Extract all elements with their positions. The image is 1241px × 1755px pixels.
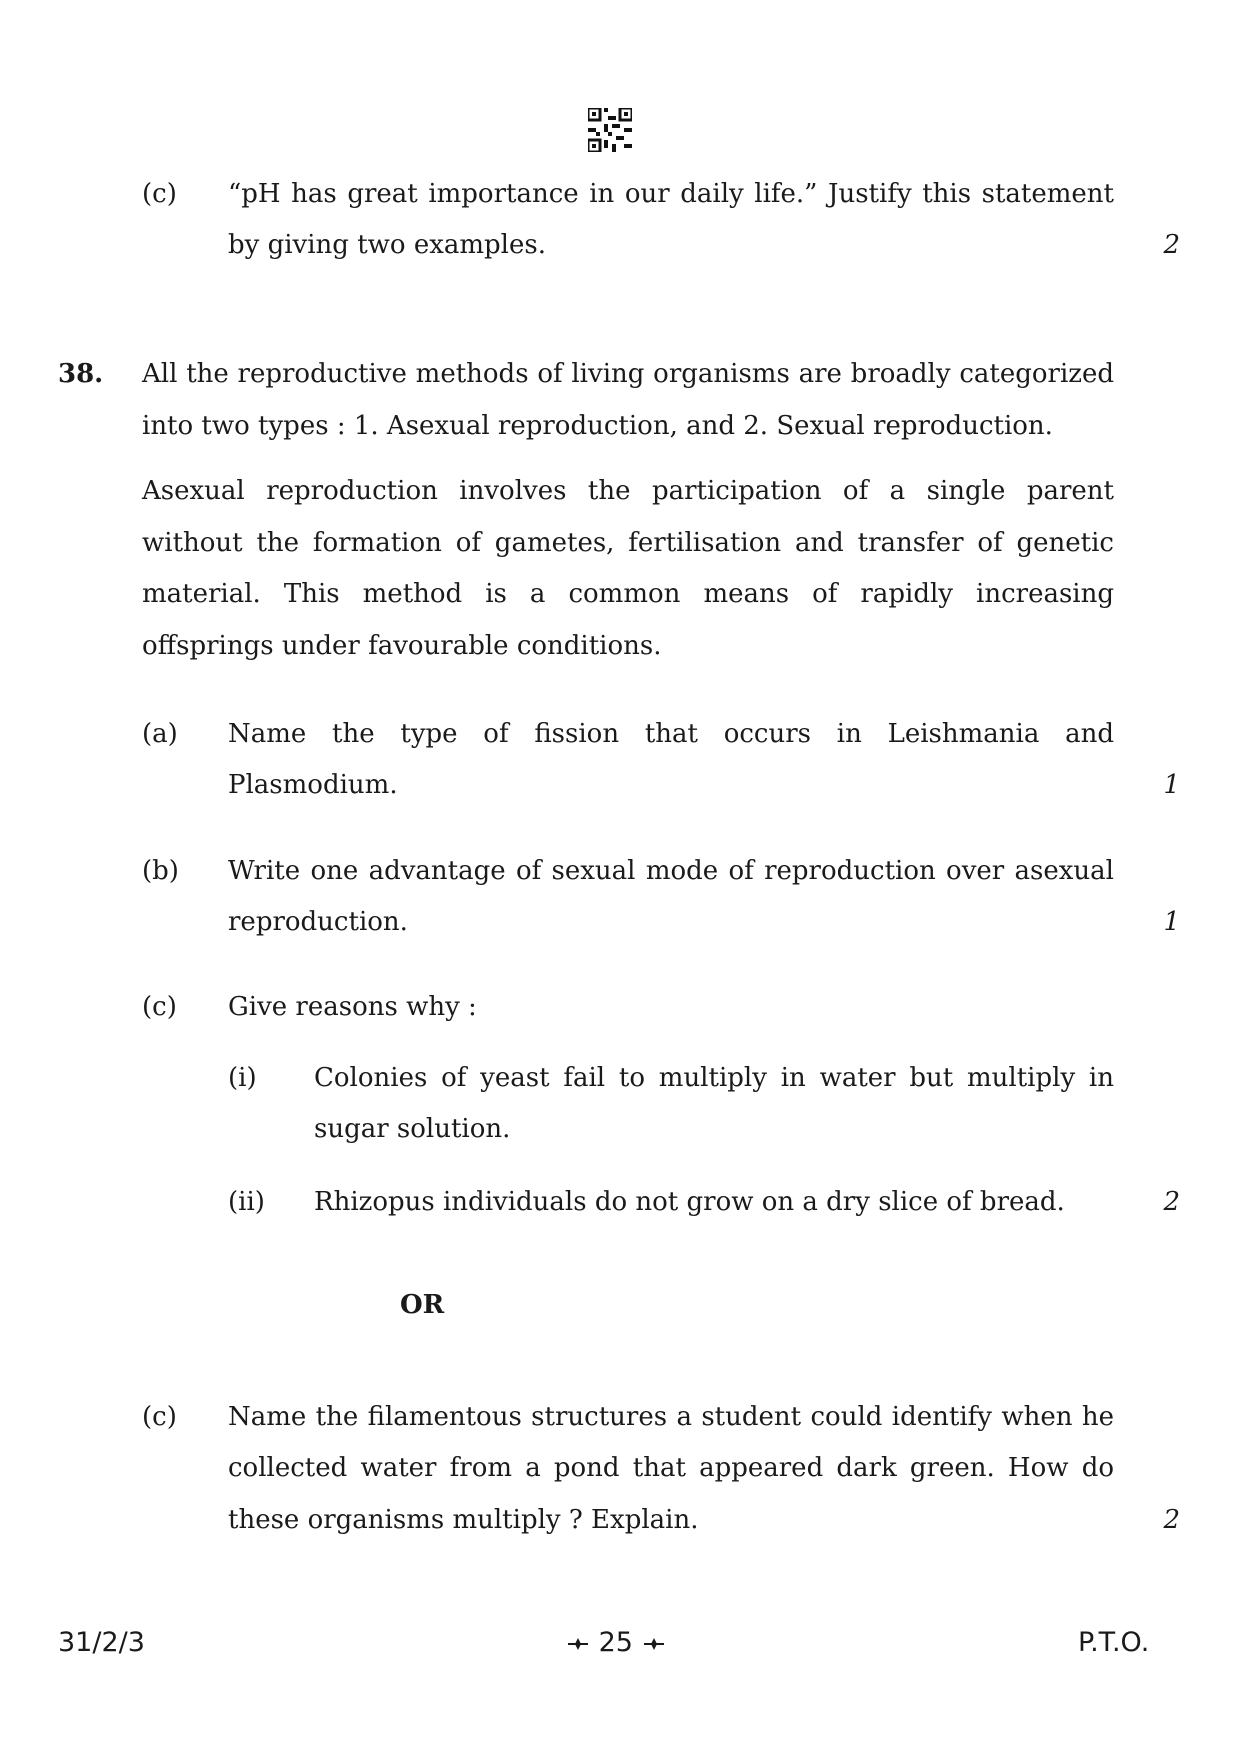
q38b-label: (b) [142,856,179,886]
q37c-marks: 2 [1163,230,1180,260]
page-number-text: 25 [598,1627,633,1658]
pto-label: P.T.O. [1078,1627,1150,1658]
q37c-line2: by giving two examples. [228,230,546,260]
q38-para-line2: without the formation of gametes, fertilisation and transfer of genetic [142,528,1114,558]
q38a-line2: Plasmodium. [228,770,398,800]
q38b-marks: 1 [1163,907,1180,937]
ornament-left-icon [566,1637,590,1651]
q38b-line1: Write one advantage of sexual mode of reproduction over asexual [228,856,1114,886]
q38c-alt-line1: Name the filamentous structures a student could identify when he [228,1402,1114,1432]
qr-code-icon [588,108,632,152]
or-divider: OR [400,1290,445,1320]
q38c-i-line1: Colonies of yeast fail to multiply in water but multiply in [314,1063,1114,1093]
q38-para-line1: Asexual reproduction involves the participation of a single parent [142,476,1114,506]
q38a-line1: Name the type of fission that occurs in Leishmania and [228,719,1114,749]
q38c-ii-label: (ii) [228,1187,265,1217]
q38c-label: (c) [142,992,177,1022]
q38c-text: Give reasons why : [228,992,477,1022]
q38c-i-label: (i) [228,1063,257,1093]
q38-number: 38. [58,359,104,389]
q38-intro-line1: All the reproductive methods of living organisms are broadly categorized [142,359,1114,389]
q38c-i-line2: sugar solution. [314,1114,511,1144]
ornament-right-icon [642,1637,666,1651]
q37c-label: (c) [142,179,177,209]
q38a-marks: 1 [1163,770,1180,800]
q38-para-line4: offsprings under favourable conditions. [142,631,662,661]
q37c-line1: “pH has great importance in our daily life.” Justify this statement [228,179,1114,209]
paper-code: 31/2/3 [58,1627,145,1658]
q38c-alt-line3: these organisms multiply ? Explain. [228,1505,699,1535]
q38c-marks: 2 [1163,1187,1180,1217]
q38a-label: (a) [142,719,178,749]
q38c-alt-marks: 2 [1163,1505,1180,1535]
q38c-ii-line1: Rhizopus individuals do not grow on a dry slice of bread. [314,1187,1065,1217]
page-number [566,1627,666,1659]
q38c-alt-line2: collected water from a pond that appeared dark green. How do [228,1453,1114,1483]
q38c-alt-label: (c) [142,1402,177,1432]
q38b-line2: reproduction. [228,907,408,937]
q38-intro-line2: into two types : 1. Asexual reproduction, and 2. Sexual reproduction. [142,411,1053,441]
q38-para-line3: material. This method is a common means of rapidly increasing [142,579,1114,609]
